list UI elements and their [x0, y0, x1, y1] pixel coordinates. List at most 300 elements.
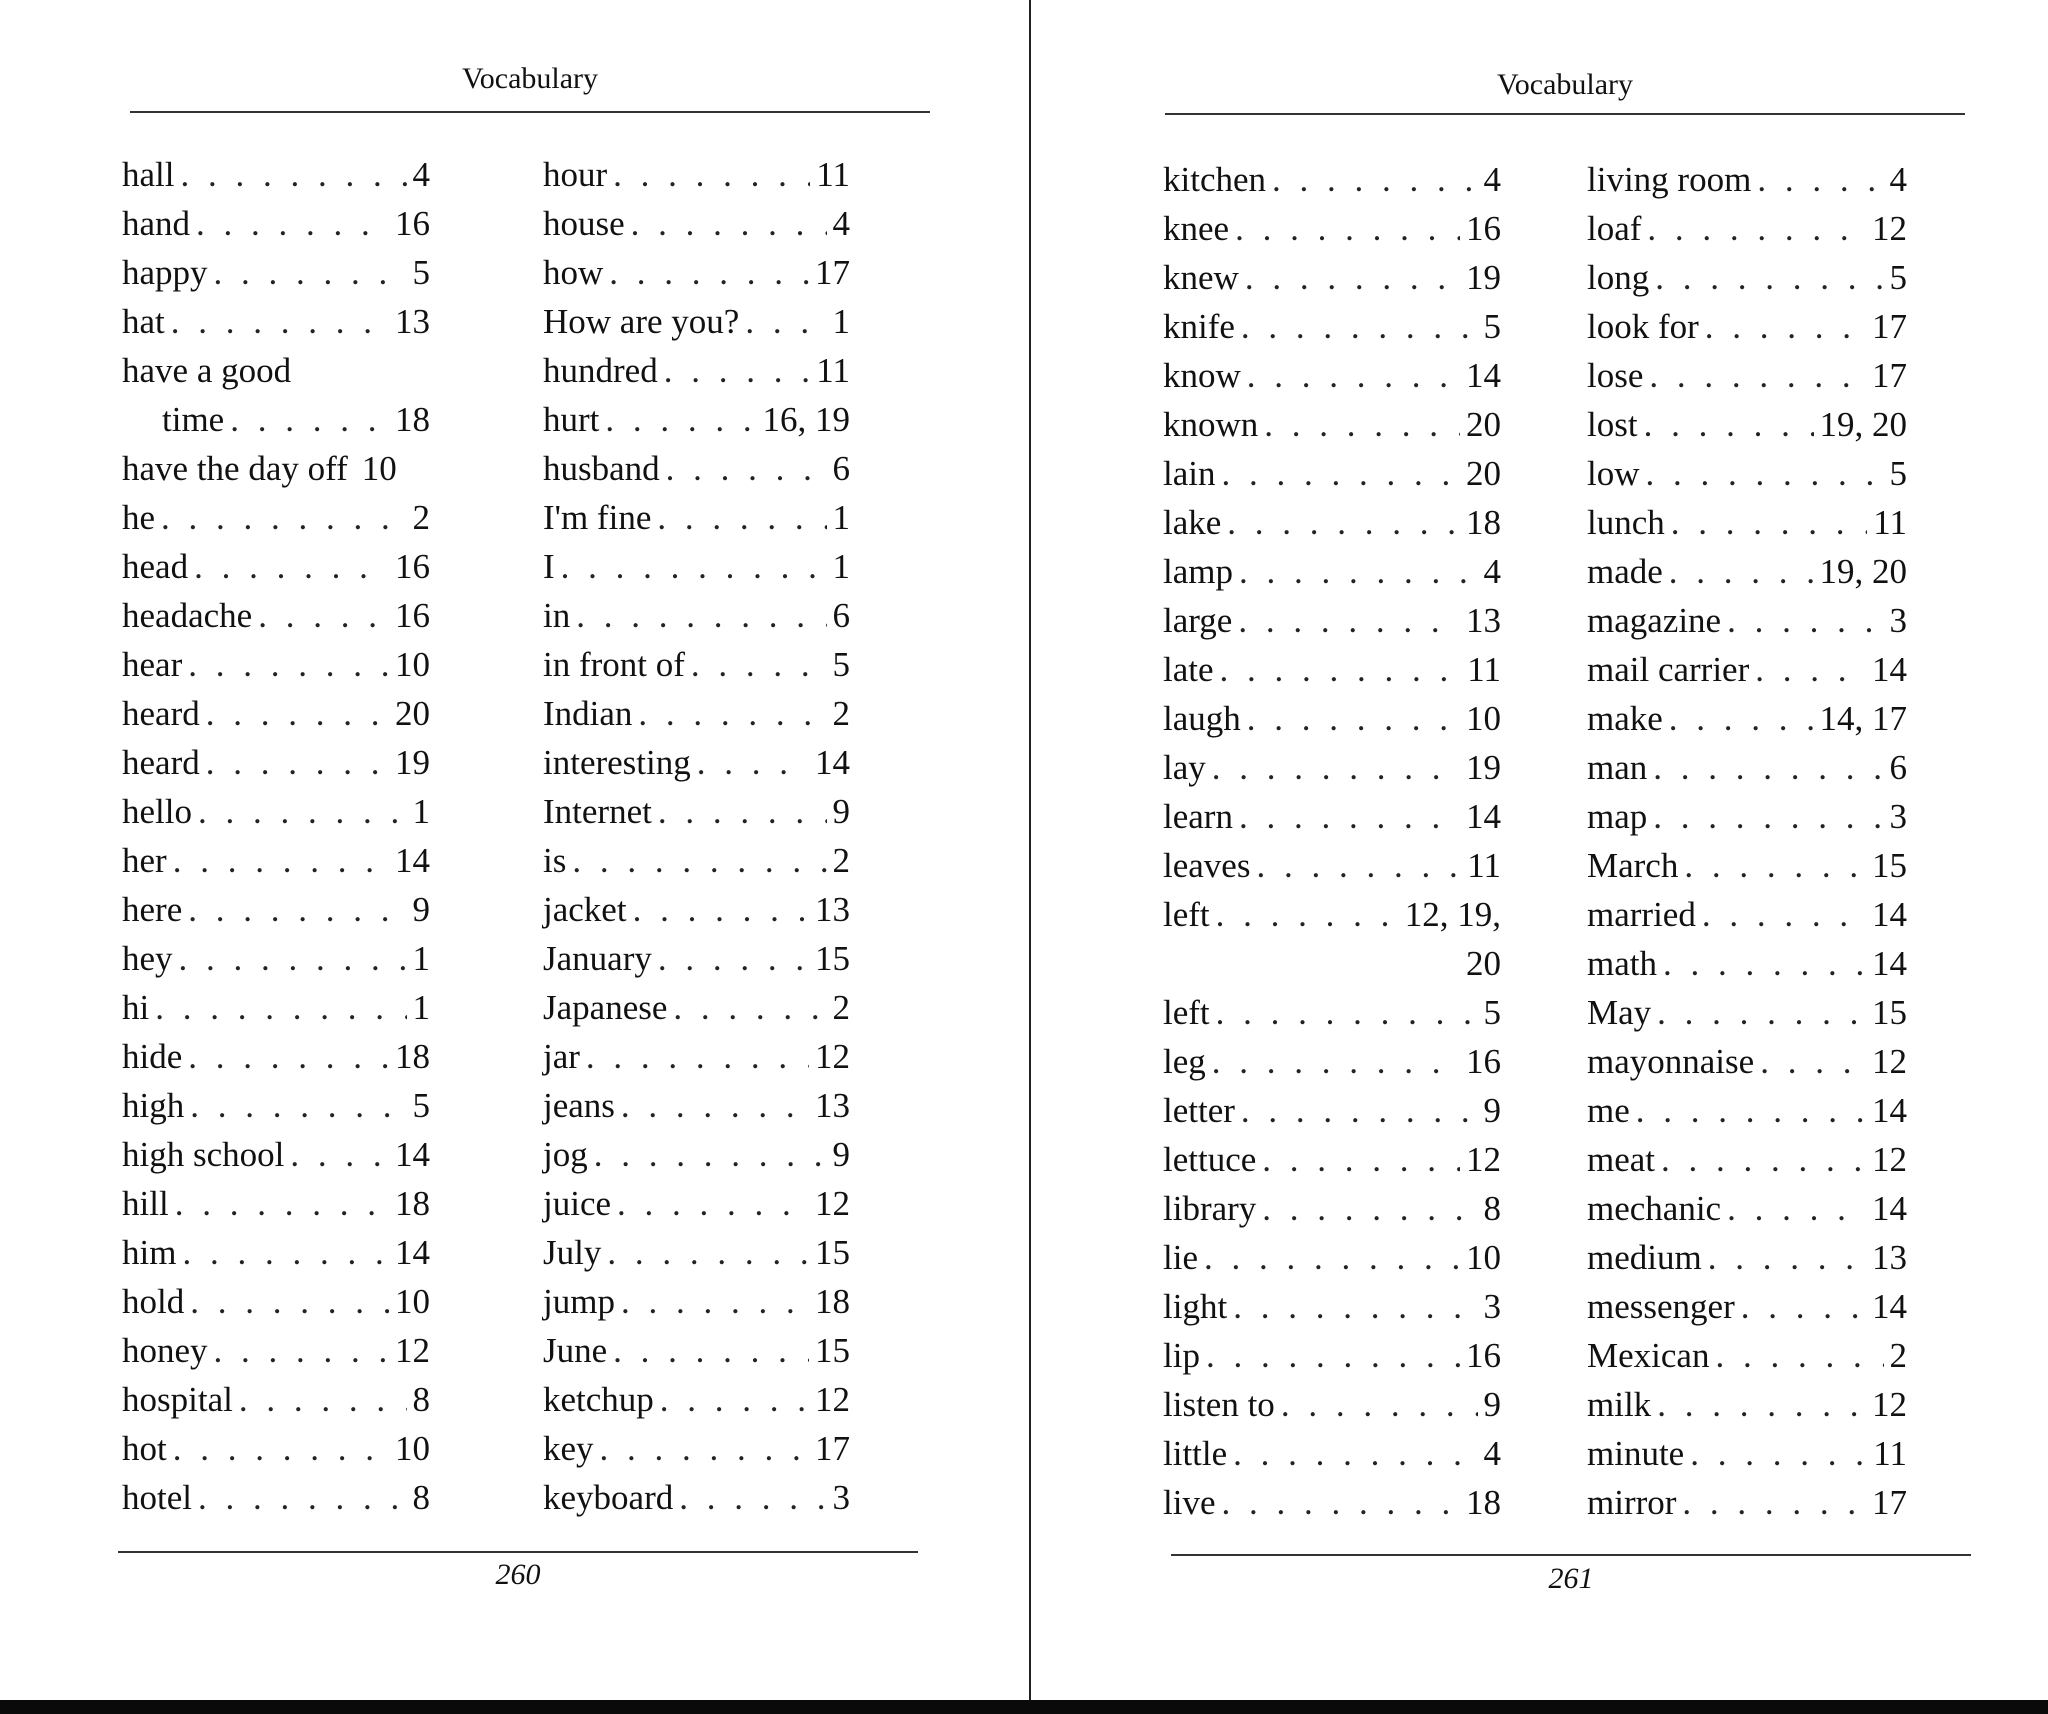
page-reference: 14: [395, 1233, 430, 1272]
page-reference: 12: [1872, 1140, 1907, 1179]
page-reference: 9: [1483, 1091, 1501, 1130]
vocab-entry: [543, 738, 850, 787]
vocab-entry: [1587, 694, 1907, 743]
dot-leader: [1755, 645, 1866, 694]
vocab-word: map: [1587, 797, 1648, 836]
vocab-word: Indian: [543, 694, 633, 733]
vocab-entry: [1163, 253, 1501, 302]
page-reference: 18: [1466, 503, 1501, 542]
page-reference: 18: [395, 400, 430, 439]
vocab-entry: [122, 983, 430, 1032]
page-reference: 20: [1466, 454, 1501, 493]
page-reference: 3: [1889, 797, 1907, 836]
page-reference: 11: [816, 155, 850, 194]
dot-leader: [561, 542, 827, 591]
vocab-word: lost: [1587, 405, 1638, 444]
vocab-entry: [122, 787, 430, 836]
vocab-word: in front of: [543, 645, 685, 684]
page-number: 260: [495, 1558, 541, 1591]
vocab-word: have a good: [122, 351, 292, 390]
dot-leader: [679, 1473, 826, 1522]
dot-leader: [1281, 1380, 1478, 1429]
dot-leader: [155, 983, 406, 1032]
dot-leader: [173, 836, 389, 885]
page-reference: 14: [1872, 1091, 1907, 1130]
page-reference: 1: [832, 498, 850, 537]
page-reference: 10: [395, 1282, 430, 1321]
dot-leader: [1247, 351, 1460, 400]
vocab-entry: [1163, 1478, 1501, 1527]
vocab-entry: [122, 1277, 430, 1326]
dot-leader: [1644, 400, 1814, 449]
dot-leader: [657, 493, 826, 542]
vocab-entry: [1587, 645, 1907, 694]
page-reference: 1: [412, 988, 430, 1027]
vocab-entry: [543, 640, 850, 689]
vocab-entry: [1163, 302, 1501, 351]
page-reference: 19: [395, 743, 430, 782]
vocab-word: medium: [1587, 1238, 1702, 1277]
vocab-entry: [543, 689, 850, 738]
vocab-entry: [1163, 547, 1501, 596]
page-reference: 1: [412, 792, 430, 831]
page-reference: 4: [832, 204, 850, 243]
vocab-entry: [122, 297, 430, 346]
vocab-word: lie: [1163, 1238, 1198, 1277]
page-reference: 19, 20: [1819, 552, 1907, 591]
page-reference: 5: [1483, 307, 1501, 346]
vocab-entry: [543, 297, 850, 346]
dot-leader: [1636, 1086, 1866, 1135]
vocab-word: lose: [1587, 356, 1644, 395]
vocab-word: hill: [122, 1184, 169, 1223]
dot-leader: [1256, 841, 1461, 890]
dot-leader: [190, 1081, 406, 1130]
vocab-entry: [1587, 1086, 1907, 1135]
dot-leader: [1661, 1135, 1866, 1184]
vocab-entry: [122, 1228, 430, 1277]
vocab-entry: [1163, 694, 1501, 743]
vocab-word: messenger: [1587, 1287, 1735, 1326]
dot-leader: [613, 150, 810, 199]
dot-leader: [1684, 841, 1866, 890]
vocab-word: long: [1587, 258, 1650, 297]
vocab-entry: [1163, 841, 1501, 890]
vocab-entry: [543, 1228, 850, 1277]
vocab-entry: [543, 395, 850, 444]
vocab-word: letter: [1163, 1091, 1235, 1130]
vocab-entry: [122, 885, 430, 934]
vocab-word: large: [1163, 601, 1233, 640]
vocab-word: made: [1587, 552, 1663, 591]
page-reference: 6: [1889, 748, 1907, 787]
dot-leader: [239, 1375, 407, 1424]
vocab-entry: [122, 1179, 430, 1228]
vocab-entry: [1587, 1478, 1907, 1527]
dot-leader: [173, 1424, 389, 1473]
vocab-word: is: [543, 841, 567, 880]
vocab-word: Internet: [543, 792, 652, 831]
page-reference: 1: [412, 939, 430, 978]
vocab-entry: [1587, 253, 1907, 302]
page-reference: 5: [1889, 454, 1907, 493]
vocab-word: heard: [122, 743, 200, 782]
vocab-entry: [543, 1375, 850, 1424]
page-reference: 13: [815, 1086, 850, 1125]
dot-leader: [1757, 155, 1883, 204]
page-reference: 12: [1466, 1140, 1501, 1179]
vocab-word: husband: [543, 449, 660, 488]
page-reference: 15: [1872, 993, 1907, 1032]
vocab-entry: [1163, 1331, 1501, 1380]
vocab-entry: [543, 983, 850, 1032]
vocab-entry: [543, 591, 850, 640]
page-reference: 2: [412, 498, 430, 537]
vocab-word: How are you?: [543, 302, 740, 341]
dot-leader: [1247, 694, 1460, 743]
vocab-word: her: [122, 841, 167, 880]
page-reference: 4: [1483, 160, 1501, 199]
vocab-entry: [1163, 1184, 1501, 1233]
dot-leader: [171, 297, 389, 346]
vocab-word: May: [1587, 993, 1652, 1032]
page-reference: 10: [395, 1429, 430, 1468]
page-reference: 16: [395, 596, 430, 635]
page-reference: 14, 17: [1819, 699, 1907, 738]
dot-leader: [1671, 498, 1868, 547]
vocab-entry: [122, 1375, 430, 1424]
dot-leader: [1646, 449, 1884, 498]
vocab-word: light: [1163, 1287, 1228, 1326]
page-reference: 14: [395, 841, 430, 880]
page-reference: 11: [1873, 1434, 1907, 1473]
page-reference: 12: [1872, 1042, 1907, 1081]
scan-edge: [0, 1700, 2048, 1714]
dot-leader: [1221, 449, 1460, 498]
dot-leader: [214, 1326, 389, 1375]
page-reference: 13: [1872, 1238, 1907, 1277]
vocab-word: kitchen: [1163, 160, 1267, 199]
vocab-entry: [1587, 449, 1907, 498]
page-reference: 14: [1872, 1287, 1907, 1326]
dot-leader: [1206, 1331, 1460, 1380]
page-reference: 4: [1889, 160, 1907, 199]
vocab-entry: [1587, 1233, 1907, 1282]
vocab-word: laugh: [1163, 699, 1241, 738]
dot-leader: [1241, 302, 1478, 351]
vocab-entry: [543, 150, 850, 199]
running-head: Vocabulary: [461, 62, 599, 95]
page-reference: 20: [395, 694, 430, 733]
dot-leader: [1715, 1331, 1883, 1380]
vocab-word: lake: [1163, 503, 1222, 542]
header-rule: [130, 111, 930, 113]
dot-leader: [206, 738, 389, 787]
dot-leader: [572, 836, 826, 885]
page-reference: 12: [815, 1380, 850, 1419]
dot-leader: [1669, 694, 1814, 743]
dot-leader: [206, 689, 389, 738]
page-reference: 9: [412, 890, 430, 929]
vocab-entry: [1163, 449, 1501, 498]
vocab-word: little: [1163, 1434, 1228, 1473]
vocab-entry: [1163, 1282, 1501, 1331]
dot-leader: [1216, 988, 1478, 1037]
vocab-entry: [1163, 890, 1501, 939]
vocab-entry: [122, 346, 430, 395]
page-reference: 18: [395, 1184, 430, 1223]
dot-leader: [633, 885, 809, 934]
page-reference: 9: [832, 792, 850, 831]
vocab-entry: [1163, 1037, 1501, 1086]
page-reference: 14: [815, 743, 850, 782]
vocab-word: ketchup: [543, 1380, 654, 1419]
dot-leader: [621, 1081, 809, 1130]
vocab-entry: [122, 395, 430, 444]
vocab-word: left: [1163, 993, 1210, 1032]
page-reference: 10: [395, 645, 430, 684]
dot-leader: [1649, 351, 1866, 400]
dot-leader: [1239, 547, 1478, 596]
dot-leader: [1690, 1429, 1867, 1478]
vocab-entry: [122, 738, 430, 787]
vocab-word: he: [122, 498, 156, 537]
page-reference: 16, 19: [762, 400, 850, 439]
vocab-word: make: [1587, 699, 1663, 738]
vocab-entry: [1163, 1233, 1501, 1282]
page-reference: 15: [1872, 846, 1907, 885]
vocab-entry: [1587, 155, 1907, 204]
vocab-entry: [1587, 498, 1907, 547]
vocab-entry: [543, 199, 850, 248]
vocab-word: hospital: [122, 1380, 233, 1419]
vocab-word: lip: [1163, 1336, 1200, 1375]
page-reference: 15: [815, 939, 850, 978]
page-reference: 9: [832, 1135, 850, 1174]
vocab-word: library: [1163, 1189, 1257, 1228]
vocab-entry: [543, 787, 850, 836]
dot-leader: [697, 738, 809, 787]
vocab-word: Japanese: [543, 988, 668, 1027]
vocab-word: lain: [1163, 454, 1216, 493]
page-reference: 10: [1466, 1238, 1501, 1277]
page-reference: 20: [1466, 405, 1501, 444]
vocab-word: lamp: [1163, 552, 1233, 591]
page-reference: 20: [1466, 944, 1501, 983]
vocab-word: heard: [122, 694, 200, 733]
vocab-word: I: [543, 547, 555, 586]
page-reference: 5: [412, 253, 430, 292]
dot-leader: [230, 395, 389, 444]
vocab-entry: [543, 346, 850, 395]
vocab-word: mail carrier: [1587, 650, 1750, 689]
dot-leader: [1705, 302, 1866, 351]
page-reference: 2: [832, 841, 850, 880]
vocab-word: jog: [543, 1135, 588, 1174]
dot-leader: [1647, 204, 1866, 253]
vocabulary-column: [1587, 155, 1907, 1527]
vocab-entry: [1163, 204, 1501, 253]
vocab-entry: [1163, 645, 1501, 694]
vocab-word: mirror: [1587, 1483, 1677, 1522]
dot-leader: [1272, 155, 1477, 204]
vocab-entry: [1587, 792, 1907, 841]
dot-leader: [1220, 645, 1462, 694]
page-reference: 11: [1467, 846, 1501, 885]
page-reference: 5: [832, 645, 850, 684]
page-reference: 5: [1889, 258, 1907, 297]
dot-leader: [576, 591, 826, 640]
page-reference: 11: [816, 351, 850, 390]
dot-leader: [180, 150, 406, 199]
vocab-entry: [543, 1032, 850, 1081]
dot-leader: [666, 444, 827, 493]
vocab-entry: [543, 444, 850, 493]
dot-leader: [1264, 400, 1460, 449]
dot-leader: [179, 934, 407, 983]
vocab-entry: [122, 1326, 430, 1375]
dot-leader: [1657, 1380, 1866, 1429]
page-reference: 4: [1483, 1434, 1501, 1473]
vocab-word: lunch: [1587, 503, 1665, 542]
vocab-word: January: [543, 939, 652, 978]
dot-leader: [621, 1277, 809, 1326]
dot-leader: [196, 199, 389, 248]
vocab-entry: [122, 640, 430, 689]
vocab-word: June: [543, 1331, 608, 1370]
vocab-word: learn: [1163, 797, 1233, 836]
page-reference: 11: [1467, 650, 1501, 689]
vocabulary-column: [1163, 155, 1501, 1527]
page-reference: 17: [1872, 1483, 1907, 1522]
dot-leader: [1727, 1184, 1866, 1233]
dot-leader: [617, 1179, 809, 1228]
dot-leader: [1663, 939, 1866, 988]
dot-leader: [1245, 253, 1460, 302]
vocab-word: hotel: [122, 1478, 192, 1517]
vocab-entry: [543, 1130, 850, 1179]
vocab-entry: [543, 885, 850, 934]
vocab-word: milk: [1587, 1385, 1652, 1424]
page-reference: 3: [1889, 601, 1907, 640]
dot-leader: [1238, 596, 1460, 645]
vocab-word: honey: [122, 1331, 208, 1370]
vocab-entry: [122, 934, 430, 983]
vocab-entry: [122, 1424, 430, 1473]
dot-leader: [188, 640, 389, 689]
page-reference: 16: [395, 547, 430, 586]
page-reference: 16: [1466, 1336, 1501, 1375]
vocab-word: me: [1587, 1091, 1630, 1130]
page-reference: 4: [1483, 552, 1501, 591]
vocab-entry: [1587, 204, 1907, 253]
page-reference: 15: [815, 1233, 850, 1272]
page-reference: 17: [815, 253, 850, 292]
page-reference: 12: [1872, 209, 1907, 248]
vocab-entry: [122, 1473, 430, 1522]
vocab-entry: [122, 493, 430, 542]
page-reference: 14: [1872, 895, 1907, 934]
vocab-entry: [1587, 841, 1907, 890]
vocab-word: lettuce: [1163, 1140, 1257, 1179]
dot-leader: [290, 1130, 389, 1179]
vocab-entry: [122, 542, 430, 591]
vocab-entry: [543, 1081, 850, 1130]
vocab-word: jump: [543, 1282, 615, 1321]
dot-leader: [638, 689, 826, 738]
vocab-word: left: [1163, 895, 1210, 934]
page-reference: 19: [1466, 258, 1501, 297]
dot-leader: [214, 248, 407, 297]
vocab-entry: [1163, 988, 1501, 1037]
page-reference: 2: [832, 694, 850, 733]
vocab-word: jacket: [543, 890, 627, 929]
vocab-word: man: [1587, 748, 1648, 787]
vocab-entry: [1587, 1380, 1907, 1429]
vocab-entry: [122, 199, 430, 248]
page-reference: 17: [1872, 307, 1907, 346]
vocab-word: hold: [122, 1282, 185, 1321]
page-reference: 16: [1466, 209, 1501, 248]
dot-leader: [691, 640, 827, 689]
dot-leader: [660, 1375, 809, 1424]
page-reference: 6: [832, 596, 850, 635]
dot-leader: [609, 248, 809, 297]
vocab-entry: [1587, 400, 1907, 449]
page-reference: 11: [1873, 503, 1907, 542]
page-reference: 18: [1466, 1483, 1501, 1522]
page-reference: 15: [815, 1331, 850, 1370]
page-reference: 13: [1466, 601, 1501, 640]
dot-leader: [1741, 1282, 1866, 1331]
vocab-word: hide: [122, 1037, 183, 1076]
vocab-entry: [122, 150, 430, 199]
dot-leader: [1653, 792, 1883, 841]
dot-leader: [594, 1130, 827, 1179]
page-reference: 6: [832, 449, 850, 488]
page-reference: 18: [395, 1037, 430, 1076]
dot-leader: [190, 1277, 389, 1326]
vocab-entry: [122, 1081, 430, 1130]
page-reference: 13: [395, 302, 430, 341]
vocab-entry: [1587, 939, 1907, 988]
vocab-entry: [1587, 351, 1907, 400]
vocab-word: live: [1163, 1483, 1216, 1522]
vocab-word: mechanic: [1587, 1189, 1722, 1228]
vocab-word: hall: [122, 155, 175, 194]
vocab-entry: [543, 1179, 850, 1228]
dot-leader: [1212, 743, 1460, 792]
vocab-word: house: [543, 204, 625, 243]
vocab-entry: [122, 1130, 430, 1179]
vocab-word: head: [122, 547, 189, 586]
dot-leader: [1760, 1037, 1866, 1086]
vocab-entry: [1587, 743, 1907, 792]
vocab-word: late: [1163, 650, 1214, 689]
dot-leader: [1216, 890, 1399, 939]
page-reference: 4: [412, 155, 430, 194]
dot-leader: [1702, 890, 1866, 939]
vocab-word: March: [1587, 846, 1679, 885]
book-gutter: [1029, 0, 1031, 1714]
page-reference: 5: [1483, 993, 1501, 1032]
dot-leader: [1262, 1135, 1460, 1184]
vocab-entry: [543, 1473, 850, 1522]
dot-leader: [673, 983, 826, 1032]
vocab-word: hundred: [543, 351, 658, 390]
page-reference: 14: [1466, 797, 1501, 836]
vocab-word: hello: [122, 792, 192, 831]
